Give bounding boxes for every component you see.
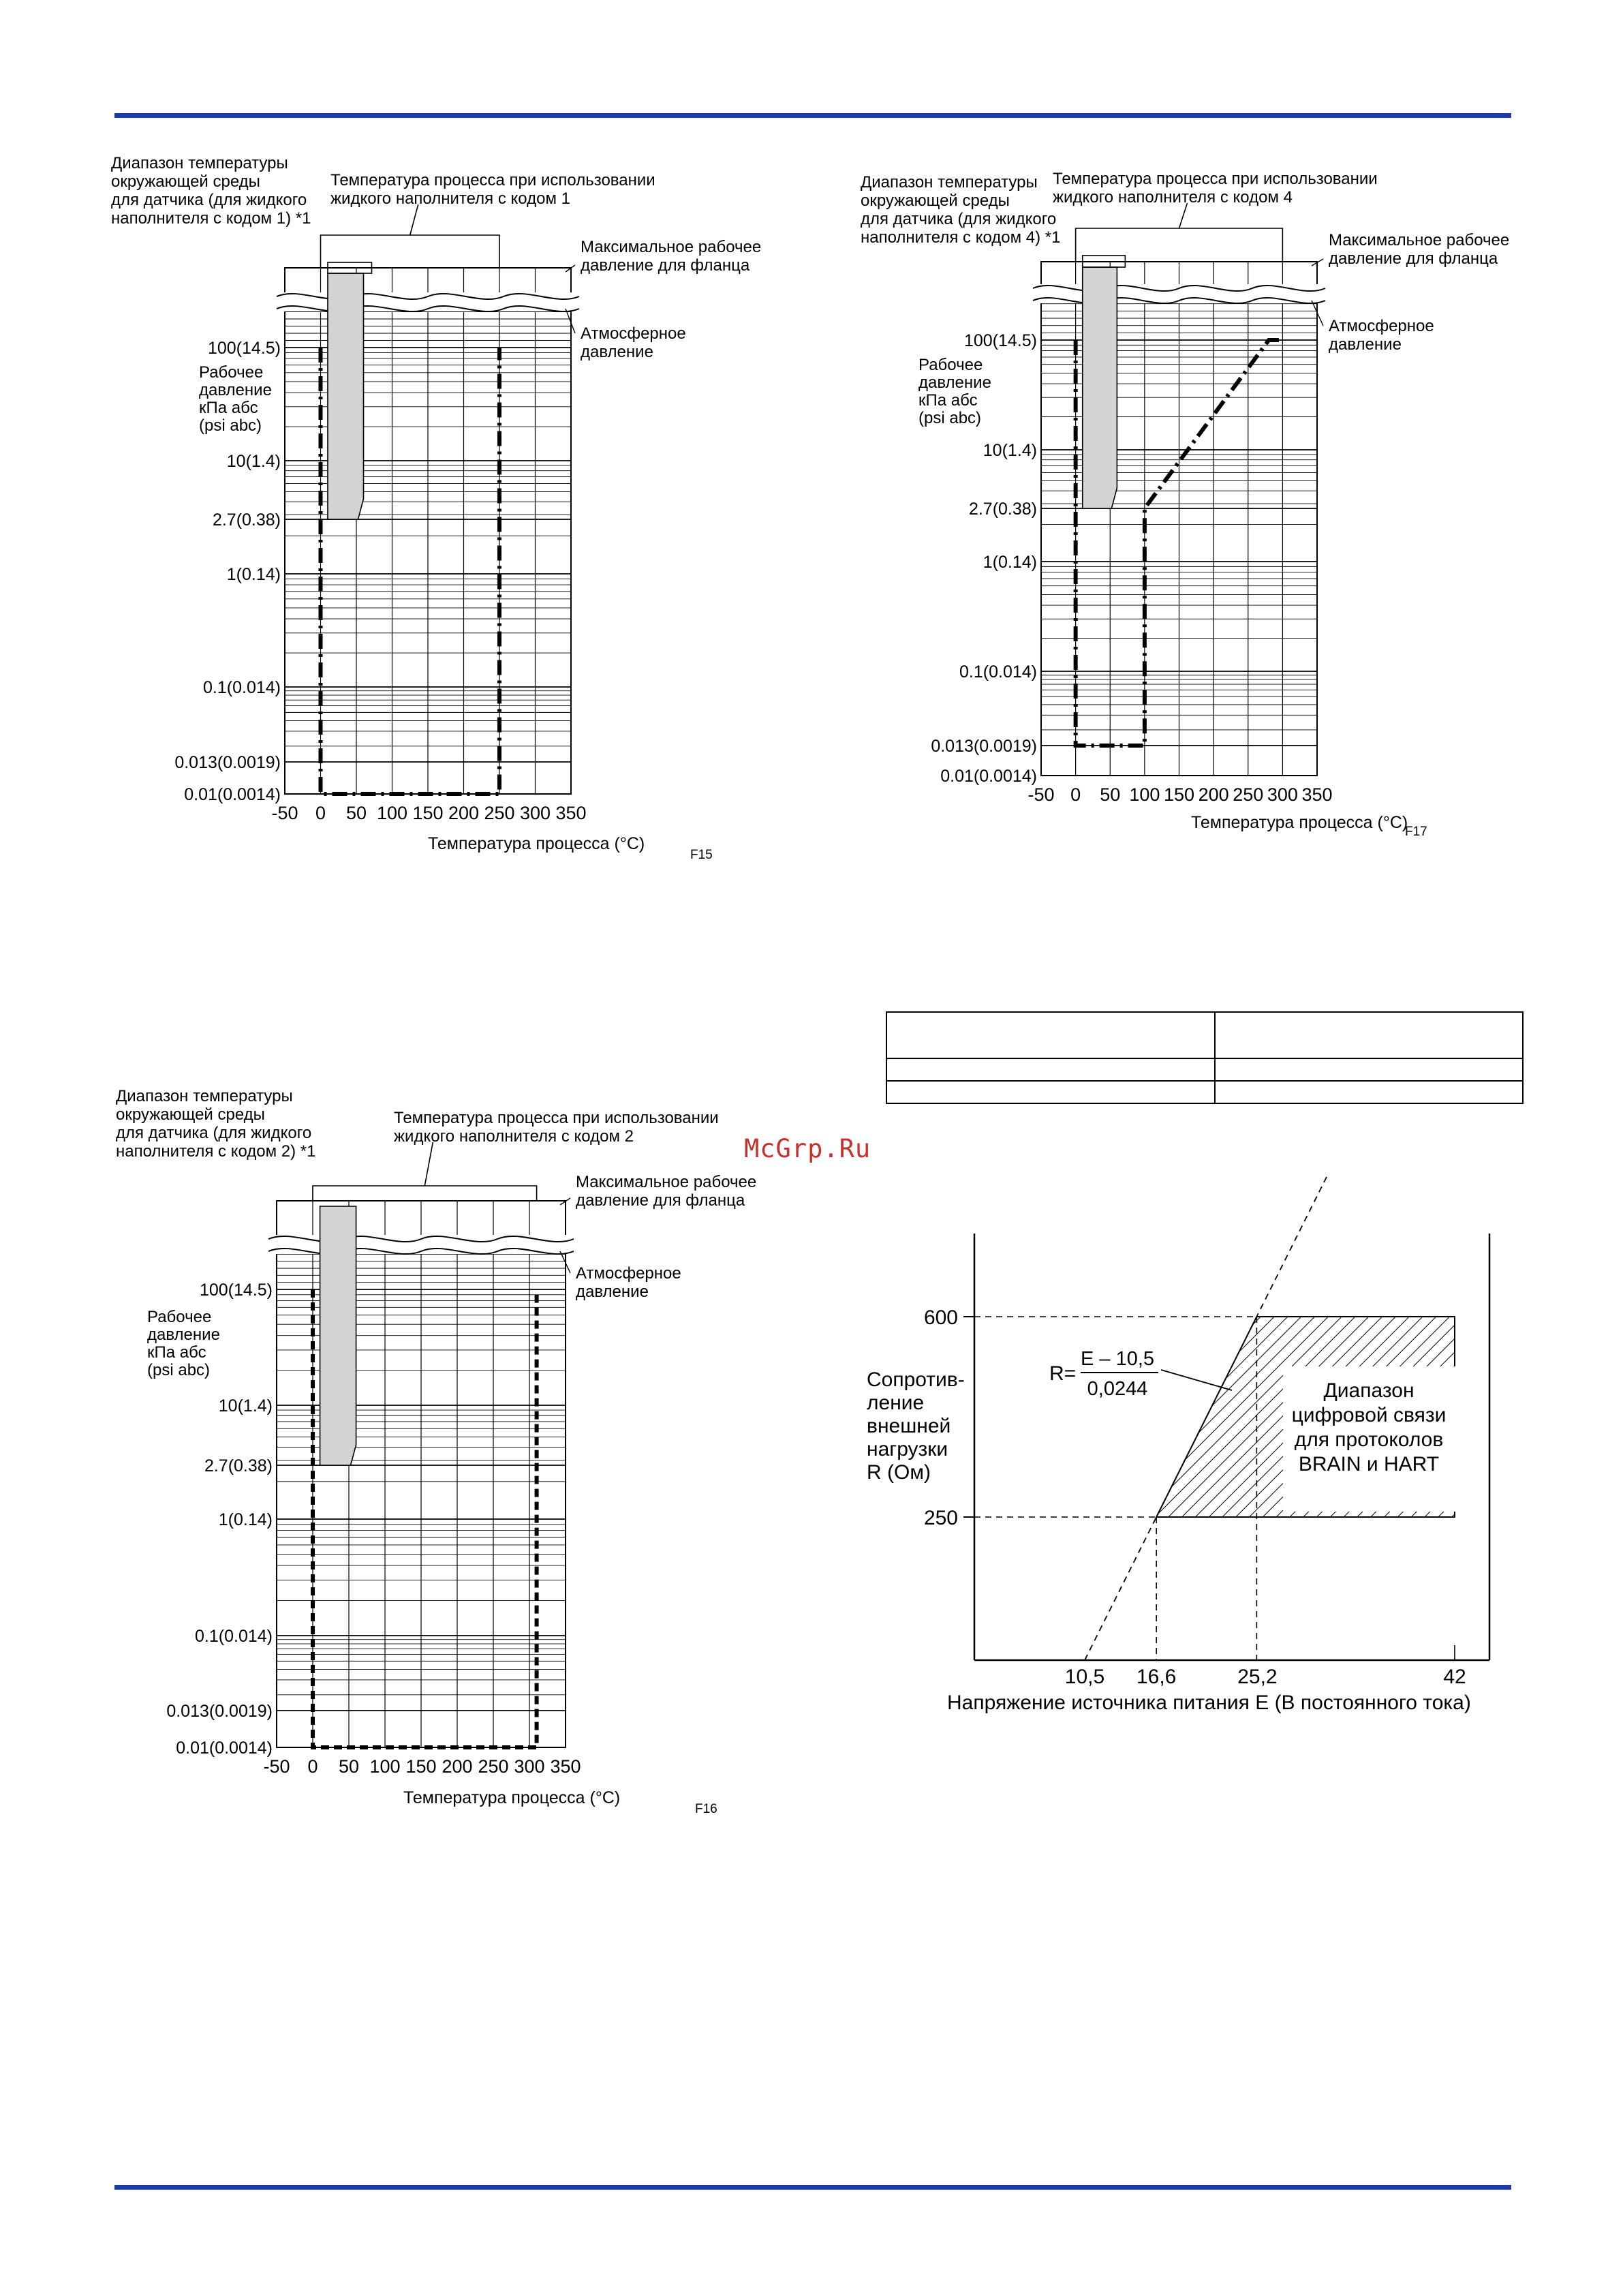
process-temp-label: жидкого наполнителя с кодом 1 [330,189,570,208]
formula-denominator: 0,0244 [1087,1378,1148,1400]
x-tick-label: 50 [338,1756,360,1777]
x-tick-label: 200 [448,803,480,823]
figure-id: F15 [690,848,713,862]
x-tick-label: 300 [519,803,551,823]
y-axis-label: Рабочее [199,363,264,382]
atm-pressure-label: давление [576,1283,649,1301]
x-tick-label: 50 [1100,784,1121,805]
leader-line [410,204,418,235]
formula-numerator: E – 10,5 [1080,1348,1155,1370]
x-tick-label: 10,5 [1064,1666,1105,1688]
atm-pressure-label: Атмосферное [576,1264,681,1283]
x-tick-label: 100 [1129,784,1160,805]
max-pressure-label: Максимальное рабочее [1329,231,1510,249]
y-tick-label: 0.01(0.0014) [184,785,281,804]
x-tick-label: 300 [514,1756,545,1777]
y-axis-label: Рабочее [918,356,983,374]
atm-pressure-label: давление [1329,335,1402,354]
x-tick-label: 250 [484,803,515,823]
x-tick-label: 250 [478,1756,509,1777]
chart-f15 [111,154,761,862]
chart-f16 [116,1087,756,1816]
y-tick-label: 2.7(0.38) [968,500,1037,519]
y-tick-label: 0.1(0.014) [195,1627,273,1646]
x-tick-label: 16,6 [1136,1666,1177,1688]
y-tick-label: 0.013(0.0019) [166,1702,273,1721]
chart-f17 [861,170,1509,839]
atm-pressure-label: Атмосферное [581,324,686,343]
y-axis-label: нагрузки [867,1438,948,1460]
y-axis-label: Рабочее [147,1308,212,1326]
formula-leader [1161,1370,1232,1390]
x-tick-label: 150 [412,803,444,823]
ambient-range-label: окружающей среды [111,172,260,191]
region-label: BRAIN и HART [1298,1453,1440,1475]
process-bracket [313,1186,537,1201]
x-tick-label: 42 [1443,1666,1466,1688]
process-temp-label: Температура процесса при использовании [1053,170,1378,188]
y-axis-label: R (Ом) [867,1461,931,1484]
y-axis-label: (psi abc) [147,1361,211,1379]
table-row [886,1081,1523,1103]
process-temp-label: жидкого наполнителя с кодом 4 [1053,188,1293,206]
max-pressure-label: Максимальное рабочее [581,238,762,256]
ambient-range-label: окружающей среды [861,192,1010,210]
y-axis-label: Сопротив- [867,1368,965,1391]
ambient-range-label: Диапазон температуры [111,154,288,172]
y-tick-label: 0.1(0.014) [959,662,1037,682]
atm-pressure-label: Атмосферное [1329,317,1434,335]
x-tick-label: -50 [263,1756,290,1777]
figure-id: F17 [1405,825,1427,839]
table-cell [886,1012,1215,1058]
y-axis-label: кПа абс [147,1343,206,1362]
chart-load [867,1174,1489,1714]
table-cell [886,1058,1215,1081]
region-label: цифровой связи [1291,1404,1447,1426]
x-axis-label: Температура процесса (°C) [403,1788,621,1807]
ambient-range-area [328,273,364,519]
y-tick-label: 600 [923,1306,958,1329]
y-tick-label: 100(14.5) [199,1281,273,1300]
x-tick-label: 300 [1267,784,1298,805]
process-temp-label: жидкого наполнителя с кодом 2 [394,1127,634,1146]
y-tick-label: 2.7(0.38) [204,1456,273,1475]
y-tick-label: 10(1.4) [226,452,281,471]
x-tick-label: 200 [442,1756,473,1777]
ambient-range-label: для датчика (для жидкого [116,1124,312,1142]
y-axis-label: давление [918,373,991,392]
table-cell [1215,1012,1523,1058]
x-tick-label: 0 [307,1756,318,1777]
ambient-range-label: окружающей среды [116,1105,265,1124]
x-tick-label: 350 [555,803,587,823]
ambient-range-area [320,1206,356,1465]
table-row [886,1012,1523,1058]
x-tick-label: 100 [376,803,408,823]
x-tick-label: -50 [1027,784,1055,805]
ambient-range-label: наполнителя с кодом 4) *1 [861,228,1061,247]
x-tick-label: 200 [1198,784,1229,805]
leader-line [424,1142,433,1186]
x-tick-label: -50 [271,803,298,823]
ambient-range-label: наполнителя с кодом 2) *1 [116,1142,316,1161]
y-axis-label: внешней [867,1415,951,1437]
y-axis-label: кПа абс [918,391,978,410]
region-label: для протоколов [1294,1428,1444,1451]
y-tick-label: 1(0.14) [983,553,1037,572]
region-label: Диапазон [1323,1379,1415,1402]
max-pressure-label: давление для фланца [581,256,750,275]
y-axis-label: (psi abc) [199,416,262,435]
x-tick-label: 350 [550,1756,581,1777]
y-tick-label: 250 [923,1507,958,1529]
y-axis-label: давление [147,1326,220,1344]
data-table [886,1011,1524,1104]
x-tick-label: 0 [315,803,326,823]
y-tick-label: 0.01(0.0014) [176,1739,273,1758]
y-axis-label: ление [867,1392,925,1414]
y-tick-label: 0.013(0.0019) [174,753,281,772]
figure-id: F16 [695,1802,717,1816]
ambient-range-label: Диапазон температуры [861,173,1038,192]
x-tick-label: 350 [1301,784,1333,805]
x-tick-label: 150 [405,1756,437,1777]
x-tick-label: 25,2 [1237,1666,1278,1688]
ambient-range-label: Диапазон температуры [116,1087,293,1105]
table-cell [1215,1081,1523,1103]
leader-line [1179,203,1188,228]
max-pressure-label: давление для фланца [1329,249,1498,268]
x-axis-label: Температура процесса (°C) [428,834,645,853]
y-axis-label: (psi abc) [918,409,982,427]
table-cell [886,1081,1215,1103]
ambient-range-label: для датчика (для жидкого [861,210,1057,228]
ambient-range-label: для датчика (для жидкого [111,191,307,209]
y-tick-label: 0.01(0.0014) [940,767,1037,786]
process-temp-label: Температура процесса при использовании [394,1109,719,1127]
table-cell [1215,1058,1523,1081]
process-bracket [1076,228,1283,262]
x-tick-label: 100 [369,1756,401,1777]
x-tick-label: 150 [1163,784,1195,805]
y-tick-label: 100(14.5) [207,339,281,358]
y-tick-label: 2.7(0.38) [212,510,281,530]
atm-pressure-label: давление [581,343,653,361]
y-tick-label: 10(1.4) [218,1396,273,1415]
table-row [886,1058,1523,1081]
max-pressure-label: Максимальное рабочее [576,1173,757,1191]
watermark: McGrp.Ru [744,1134,871,1163]
x-tick-label: 0 [1070,784,1081,805]
y-tick-label: 1(0.14) [226,565,281,584]
ambient-range-label: наполнителя с кодом 1) *1 [111,209,311,228]
y-tick-label: 0.013(0.0019) [931,737,1037,756]
y-tick-label: 100(14.5) [963,331,1037,350]
x-axis-label: Напряжение источника питания E (В постоянного тока) [947,1692,1471,1714]
max-pressure-label: давление для фланца [576,1191,745,1210]
y-axis-label: кПа абс [199,399,258,417]
formula-lhs: R= [1049,1362,1077,1385]
y-tick-label: 0.1(0.014) [203,678,281,697]
y-axis-label: давление [199,381,272,399]
ambient-range-area [1083,267,1117,508]
x-tick-label: 250 [1233,784,1264,805]
y-tick-label: 1(0.14) [218,1510,273,1529]
x-tick-label: 50 [345,803,367,823]
process-temp-label: Температура процесса при использовании [330,171,655,189]
x-axis-label: Температура процесса (°C) [1191,813,1408,832]
y-tick-label: 10(1.4) [983,441,1037,460]
